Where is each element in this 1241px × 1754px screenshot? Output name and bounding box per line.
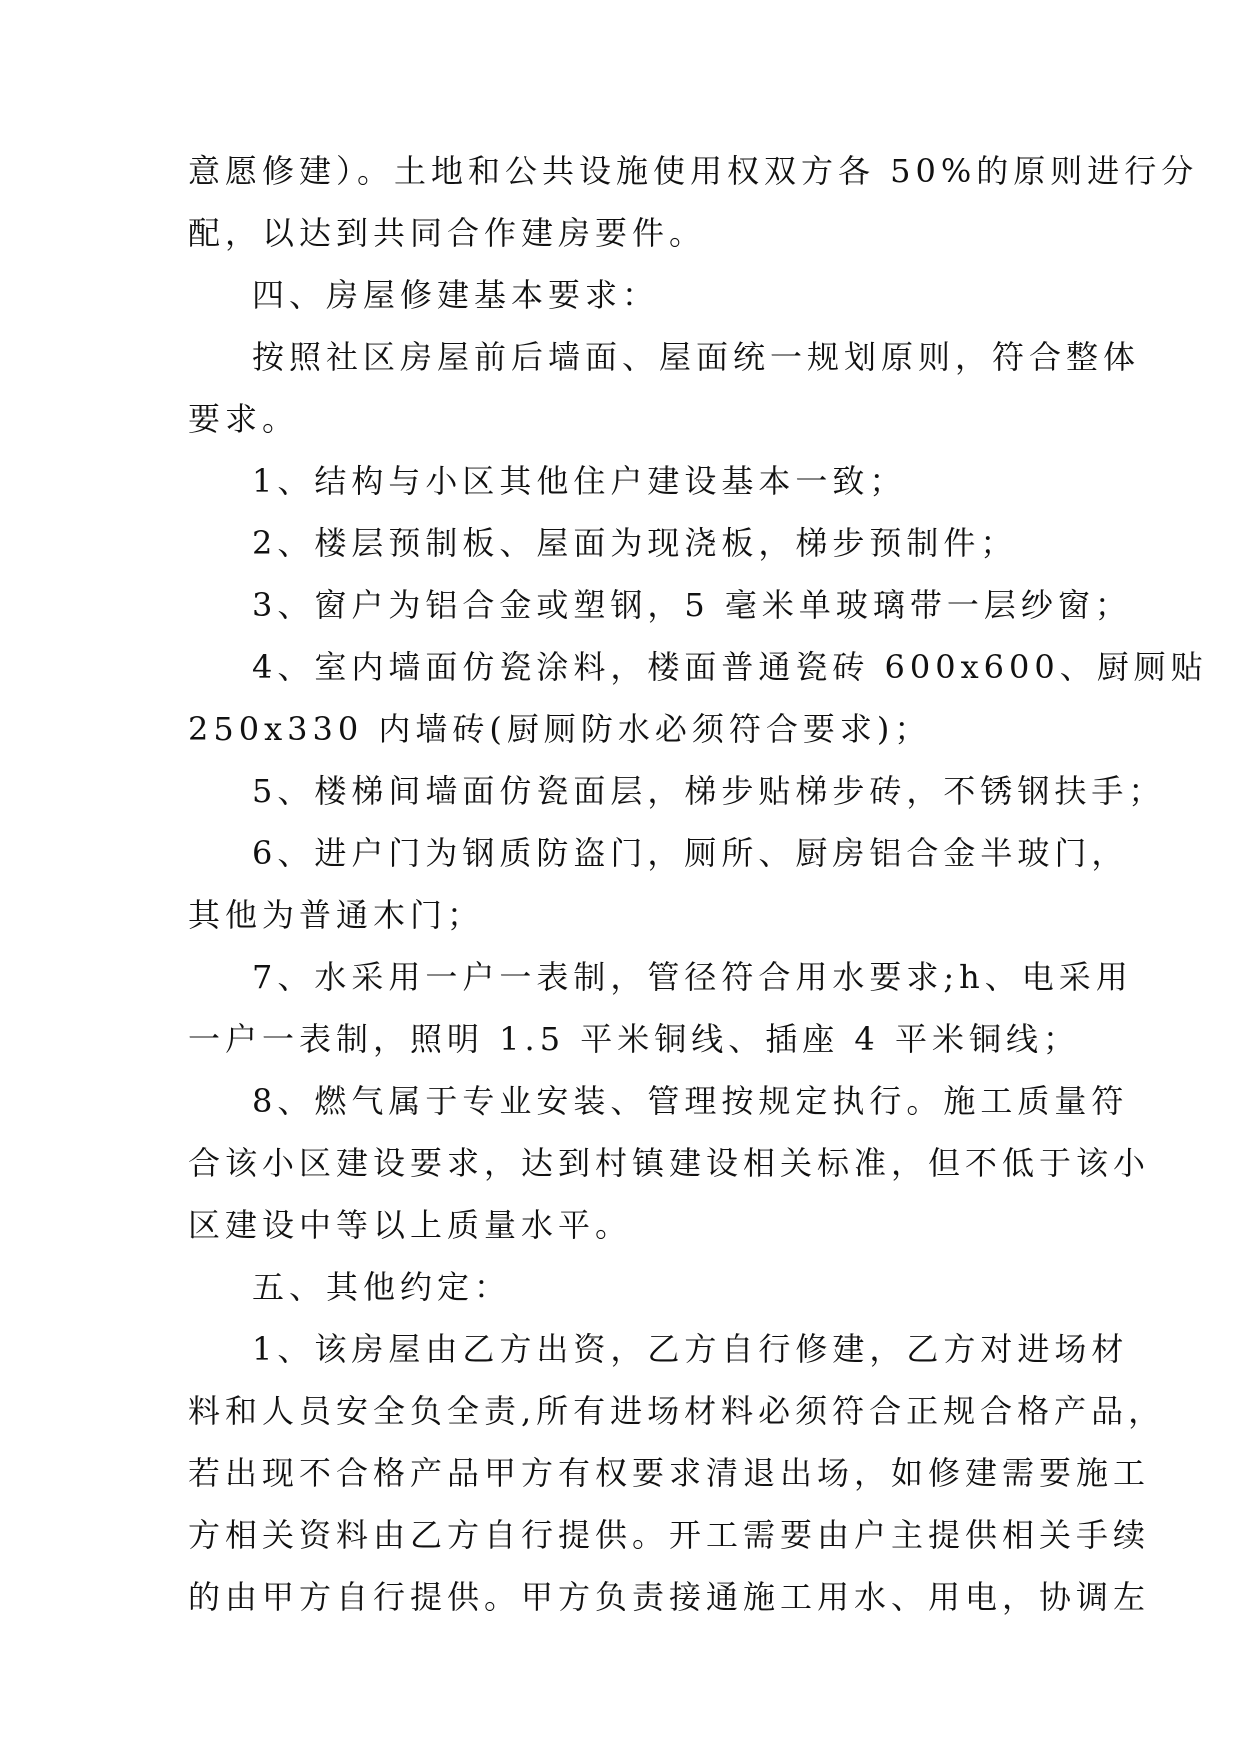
list-item-3: [188, 574, 1132, 636]
text-line: 配，以达到共同合作建房要件。: [188, 214, 707, 252]
text-line: 一户一表制，照明 1.5 平米铜线、插座 4 平米铜线；: [188, 1020, 1080, 1058]
paragraph-p3: [188, 326, 1141, 450]
text-line: 其他为普通木门；: [188, 896, 485, 934]
text-line: 若出现不合格产品甲方有权要求清退出场，如修建需要施工: [188, 1454, 1151, 1492]
list-item-4: [188, 636, 1208, 760]
list-item-5: [188, 760, 1166, 822]
text-line: 四、房屋修建基本要求：: [252, 276, 660, 314]
heading-section-4: [188, 264, 1068, 326]
list-item-8: [188, 1070, 1151, 1256]
text-line: 3、窗户为铝合金或塑钢，5 毫米单玻璃带一层纱窗；: [252, 586, 1132, 624]
document-page: [188, 140, 1208, 1628]
text-line: 按照社区房屋前后墙面、屋面统一规划原则，符合整体: [252, 338, 1141, 376]
text-line: 的由甲方自行提供。甲方负责接通施工用水、用电，协调左: [188, 1578, 1151, 1616]
text-line: 五、其他约定：: [252, 1268, 512, 1306]
list-item-1: [188, 450, 1068, 512]
text-line: 5、楼梯间墙面仿瓷面层，梯步贴梯步砖，不锈钢扶手；: [252, 772, 1166, 810]
text-line: 料和人员安全负全责,所有进场材料必须符合正规合格产品，: [188, 1392, 1166, 1430]
paragraph-other-1: [188, 1318, 1166, 1628]
text-line: 区建设中等以上质量水平。: [188, 1206, 633, 1244]
list-item-6: [188, 822, 1129, 946]
text-line: 6、进户门为钢质防盗门，厕所、厨房铝合金半玻门，: [252, 834, 1129, 872]
paragraph-p1: [188, 140, 1199, 264]
text-line: 8、燃气属于专业安装、管理按规定执行。施工质量符: [252, 1082, 1129, 1120]
heading-section-5: [188, 1256, 1068, 1318]
text-line: 1、该房屋由乙方出资，乙方自行修建，乙方对进场材: [252, 1330, 1129, 1368]
text-line: 2、楼层预制板、屋面为现浇板，梯步预制件；: [252, 524, 1018, 562]
text-line: 方相关资料由乙方自行提供。开工需要由户主提供相关手续: [188, 1516, 1151, 1554]
list-item-2: [188, 512, 1068, 574]
text-line: 合该小区建设要求，达到村镇建设相关标准，但不低于该小: [188, 1144, 1151, 1182]
list-item-7: [188, 946, 1133, 1070]
text-line: 要求。: [188, 400, 300, 438]
text-line: 7、水采用一户一表制，管径符合用水要求;h、电采用: [252, 958, 1133, 996]
text-line: 意愿修建）。土地和公共设施使用权双方各 50%的原则进行分: [188, 152, 1199, 190]
text-line: 250x330 内墙砖(厨厕防水必须符合要求)；: [188, 710, 932, 748]
text-line: 1、结构与小区其他住户建设基本一致；: [252, 462, 907, 500]
text-line: 4、室内墙面仿瓷涂料，楼面普通瓷砖 600x600、厨厕贴: [252, 648, 1208, 686]
